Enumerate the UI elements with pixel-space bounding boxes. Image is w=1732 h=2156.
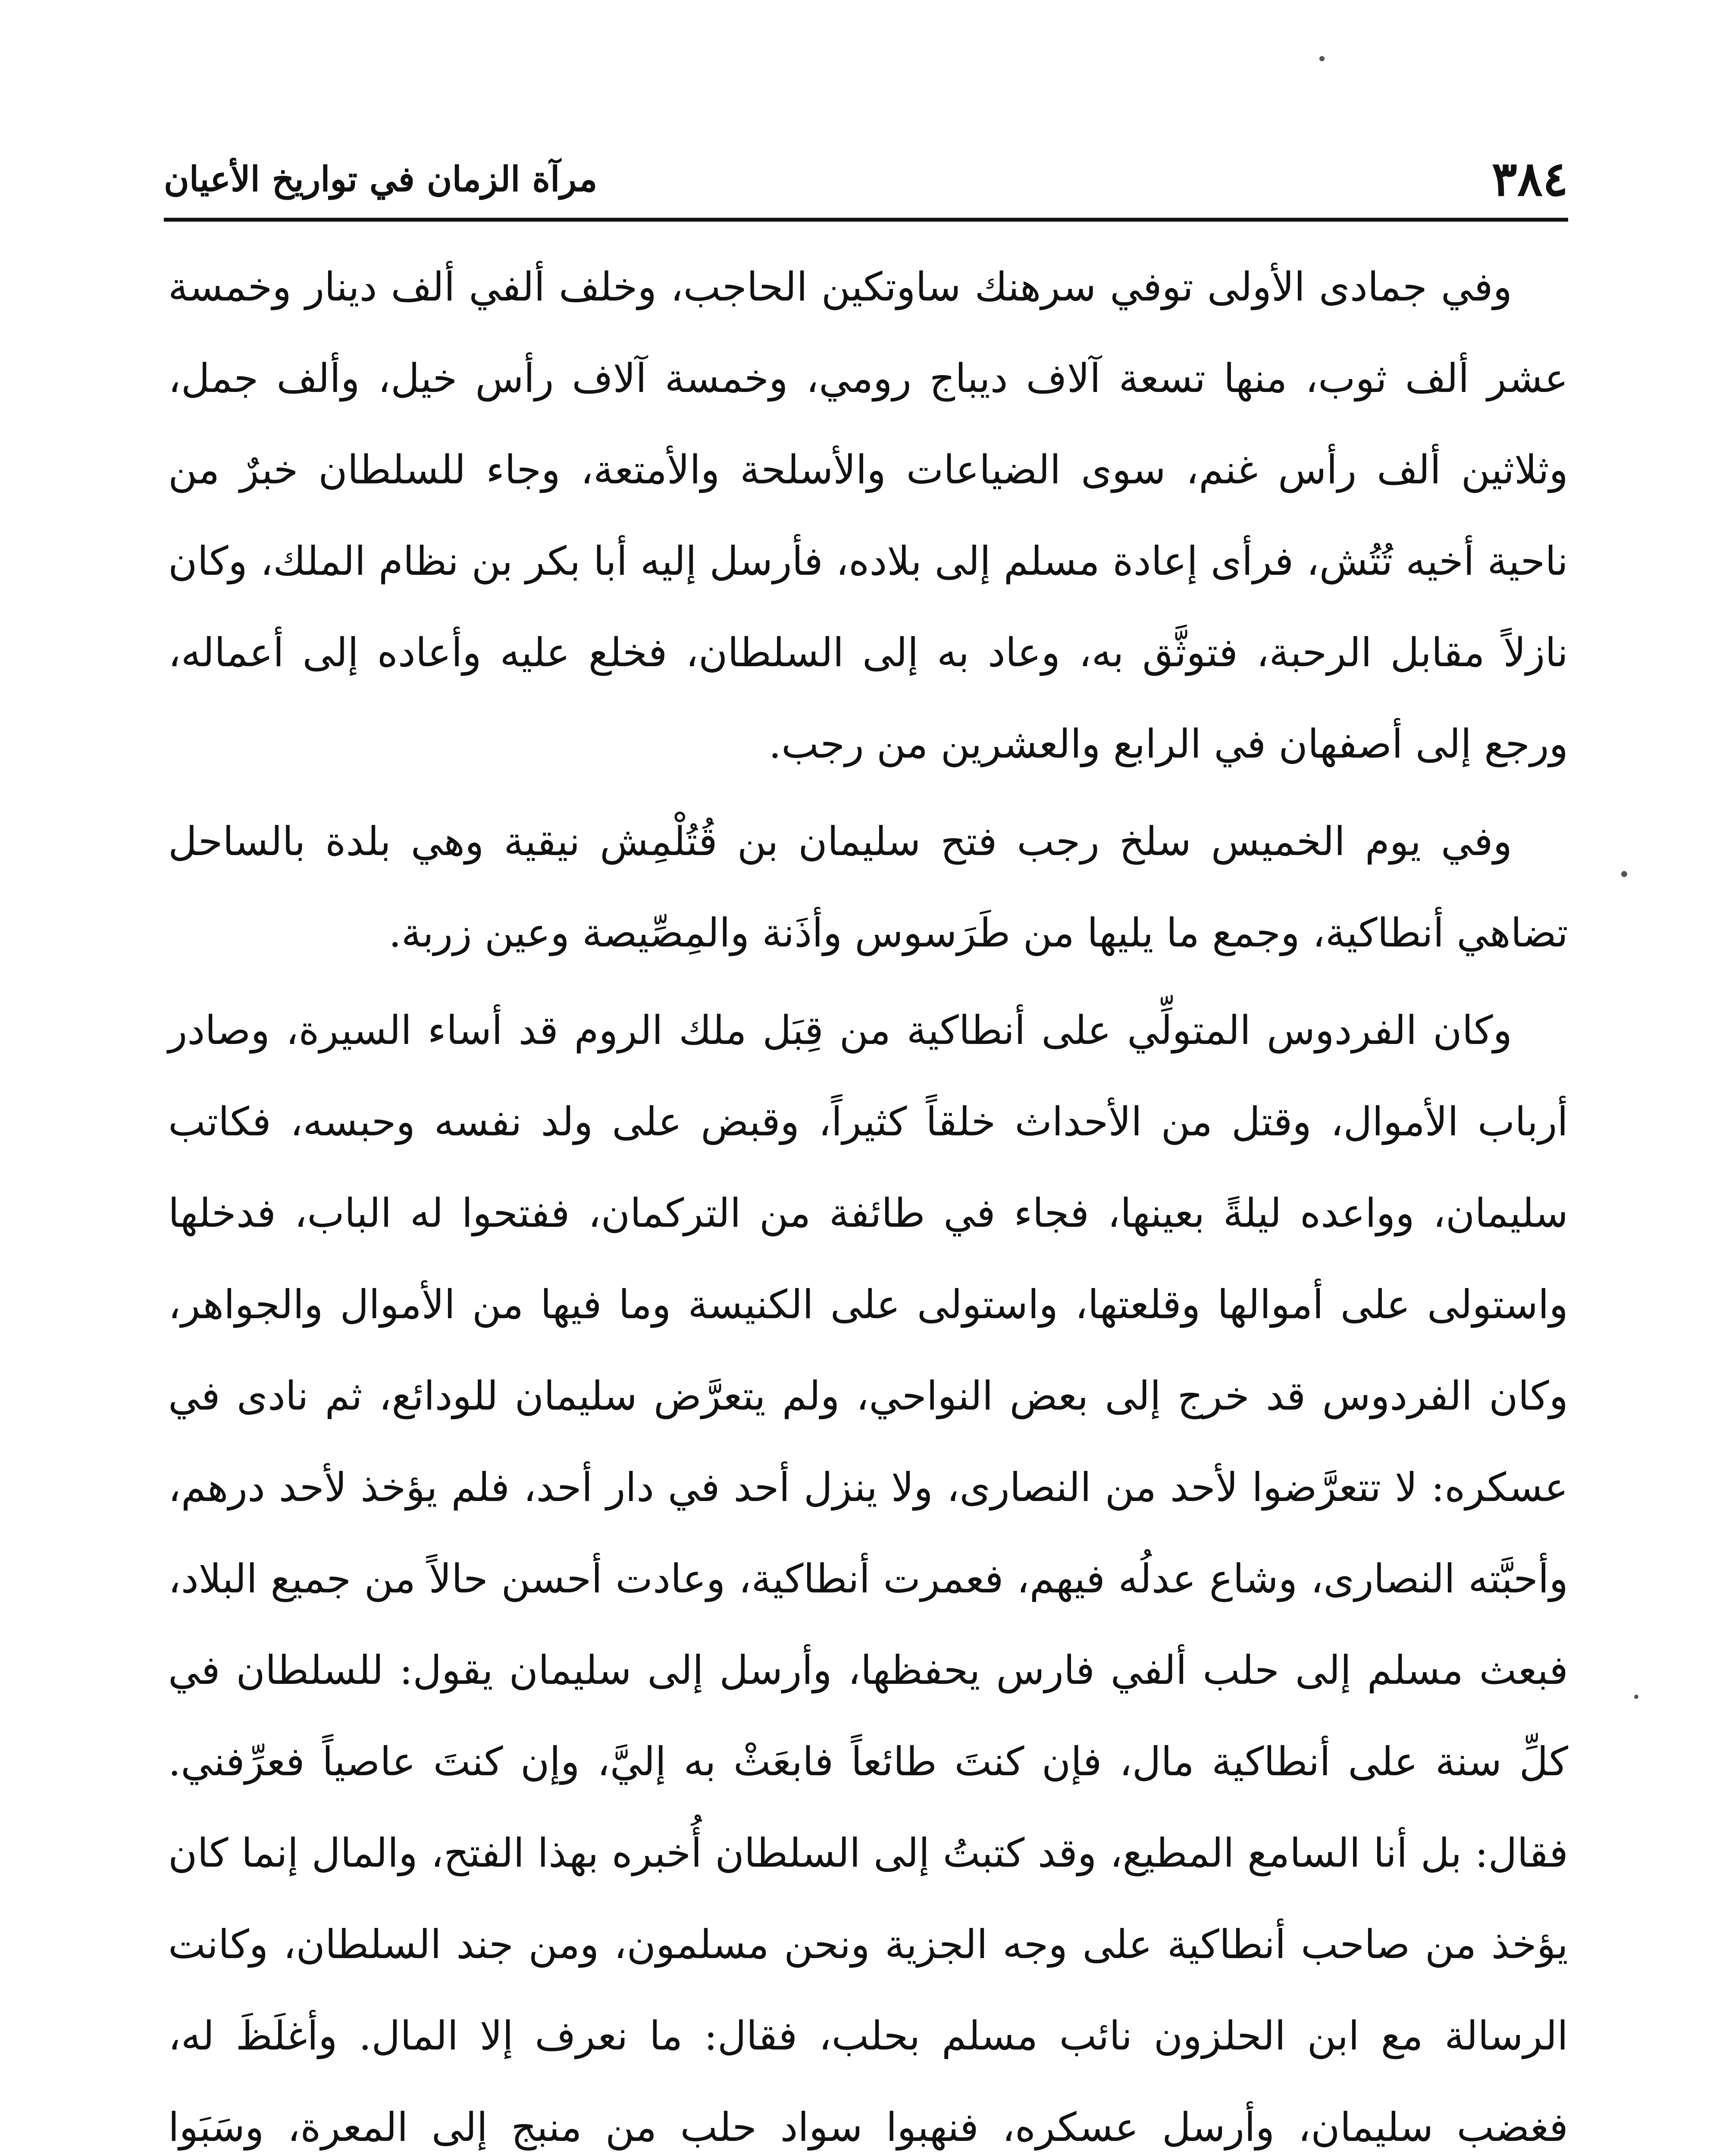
paragraph-2: وفي يوم الخميس سلخ رجب فتح سليمان بن قُتُلْمِش نيقية وهي بلدة بالساحل تضاهي أنطاكية، وجمع ما يليها من طَرَسوس وأذَنة والمِصِّيصة وعين زربة. (168, 818, 1568, 956)
scan-speck (1319, 56, 1325, 61)
scan-speck (1634, 1695, 1638, 1699)
scan-speck (1621, 871, 1627, 877)
page-number: ٣٨٤ (1491, 151, 1568, 207)
body-text (168, 241, 1568, 2156)
running-title: مرآة الزمان في تواريخ الأعيان (164, 159, 598, 199)
page-header (164, 142, 1568, 220)
paragraph-1: وفي جمادى الأولى توفي سرهنك ساوتكين الحاجب، وخلف ألفي ألف دينار وخمسة عشر ألف ثوب، منها تسعة آلاف ديباج رومي، وخمسة آلاف رأس خيل، وألف جمل، وثلاثين ألف رأس غنم، سوى الضياعات والأسلحة والأمتعة، وجاء للسلطان خبرٌ من ناحية أخيه تُتُش، فرأى إعادة مسلم إلى بلاده، فأرسل إليه أبا بكر بن نظام الملك، وكان نازلاً مقابل الرحبة، فتوثَّق به، وعاد به إلى السلطان، فخلع عليه وأعاده إلى أعماله، ورجع إلى أصفهان في الرابع والعشرين من رجب. (168, 264, 1568, 767)
header-rule (164, 218, 1568, 222)
paragraph-3: وكان الفردوس المتولِّي على أنطاكية من قِبَل ملك الروم قد أساء السيرة، وصادر أرباب الأموال، وقتل من الأحداث خلقاً كثيراً، وقبض على ولد نفسه وحبسه، فكاتب سليمان، وواعده ليلةً بعينها، فجاء في طائفة من التركمان، ففتحوا له الباب، فدخلها واستولى على أموالها وقلعتها، واستولى على الكنيسة وما فيها من الأموال والجواهر، وكان الفردوس قد خرج إلى بعض النواحي، ولم يتعرَّض سليمان للودائع، ثم نادى في عسكره: لا تتعرَّضوا لأحد من النصارى، ولا ينزل أحد في دار أحد، فلم يؤخذ لأحد درهم، وأحبَّته النصارى، وشاع عدلُه فيهم، فعمرت أنطاكية، وعادت أحسن حالاً من جميع البلاد، فبعث مسلم إلى حلب ألفي فارس يحفظها، وأرسل إلى سليمان يقول: للسلطان في كلِّ سنة على أنطاكية مال، فإن كنتَ طائعاً فابعَثْ به إليَّ، وإن كنتَ عاصياً فعرِّفني. فقال: بل أنا السامع المطيع، وقد كتبتُ إلى السلطان أُخبره بهذا الفتح، والمال إنما كان يؤخذ من صاحب أنطاكية على وجه الجزية ونحن مسلمون، ومن جند السلطان، وكانت الرسالة مع ابن الحلزون نائب مسلم بحلب، فقال: ما نعرف إلا المال. وأغلَظَ له، فغضب سليمان، وأرسل عسكره، فنهبوا سواد حلب من منبج إلى المعرة، وسَبَوا (168, 1007, 1568, 2150)
